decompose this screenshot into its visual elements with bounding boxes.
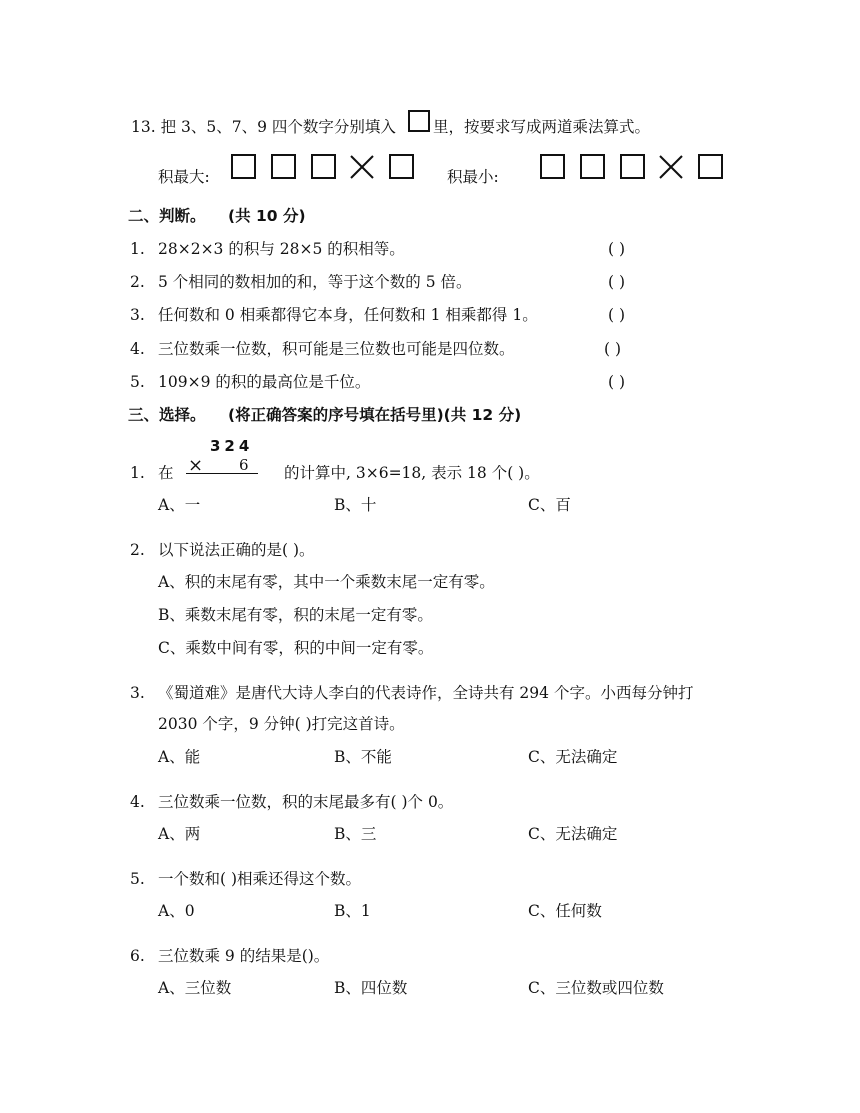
- choice-num-3: 3.: [130, 684, 145, 702]
- max-digit-box-4[interactable]: [389, 154, 414, 179]
- choice-num-4: 4.: [130, 793, 145, 811]
- max-digit-box-1[interactable]: [231, 154, 256, 179]
- choice-q3-option-b[interactable]: B、不能: [334, 748, 392, 766]
- choice-q1-option-b[interactable]: B、十: [334, 496, 377, 514]
- choice-q4-option-b[interactable]: B、三: [334, 825, 377, 843]
- max-product-label: 积最大:: [158, 168, 210, 186]
- judge-text-4: 三位数乘一位数，积可能是三位数也可能是四位数。: [158, 340, 515, 358]
- vertical-operator: ×: [188, 455, 204, 476]
- choice-heading: 三、选择。: [128, 406, 206, 424]
- judge-answer-3[interactable]: ( ): [608, 306, 626, 324]
- multiply-icon: [348, 153, 376, 181]
- judge-text-2: 5 个相同的数相加的和，等于这个数的 5 倍。: [158, 273, 472, 291]
- judge-answer-5[interactable]: ( ): [608, 373, 626, 391]
- vertical-bottom-number: 6: [239, 456, 249, 474]
- q13-suffix: 里，按要求写成两道乘法算式。: [433, 118, 651, 136]
- choice-q6-text: 三位数乘 9 的结果是()。: [158, 947, 330, 965]
- judge-text-1: 28×2×3 的积与 28×5 的积相等。: [158, 240, 405, 258]
- choice-num-6: 6.: [130, 947, 145, 965]
- choice-q6-option-a[interactable]: A、三位数: [158, 979, 232, 997]
- q13-prefix: 13. 把 3、5、7、9 四个数字分别填入: [131, 118, 396, 136]
- choice-q3-option-c[interactable]: C、无法确定: [528, 748, 618, 766]
- judge-num-4: 4.: [130, 340, 145, 358]
- q13-inline-box: [408, 110, 430, 132]
- max-digit-box-2[interactable]: [271, 154, 296, 179]
- choice-q5-option-a[interactable]: A、0: [158, 902, 195, 920]
- judge-num-5: 5.: [130, 373, 145, 391]
- choice-points: (将正确答案的序号填在括号里)(共 12 分): [228, 406, 522, 424]
- min-digit-box-3[interactable]: [620, 154, 645, 179]
- vertical-multiplication: [186, 437, 258, 475]
- choice-num-5: 5.: [130, 870, 145, 888]
- choice-num-2: 2.: [130, 541, 145, 559]
- choice-q4-option-c[interactable]: C、无法确定: [528, 825, 618, 843]
- choice-q2-option-b[interactable]: B、乘数末尾有零，积的末尾一定有零。: [158, 606, 433, 624]
- judge-num-3: 3.: [130, 306, 145, 324]
- judge-text-5: 109×9 的积的最高位是千位。: [158, 373, 371, 391]
- judge-points: (共 10 分): [228, 207, 306, 225]
- choice-q6-option-b[interactable]: B、四位数: [334, 979, 408, 997]
- min-product-label: 积最小:: [447, 168, 499, 186]
- min-digit-box-1[interactable]: [540, 154, 565, 179]
- judge-num-2: 2.: [130, 273, 145, 291]
- choice-num-1: 1.: [130, 464, 145, 482]
- multiply-icon: [657, 153, 685, 181]
- choice-q1-post: 的计算中, 3×6=18, 表示 18 个( )。: [284, 464, 540, 482]
- choice-q5-option-c[interactable]: C、任何数: [528, 902, 602, 920]
- choice-q4-text: 三位数乘一位数，积的末尾最多有( )个 0。: [158, 793, 454, 811]
- choice-q1-pre: 在: [158, 464, 174, 482]
- judge-answer-2[interactable]: ( ): [608, 273, 626, 291]
- choice-q6-option-c[interactable]: C、三位数或四位数: [528, 979, 664, 997]
- judge-answer-1[interactable]: ( ): [608, 240, 626, 258]
- judge-num-1: 1.: [130, 240, 145, 258]
- min-digit-box-2[interactable]: [580, 154, 605, 179]
- min-digit-box-4[interactable]: [698, 154, 723, 179]
- judge-text-3: 任何数和 0 相乘都得它本身，任何数和 1 相乘都得 1。: [158, 306, 538, 324]
- choice-q5-option-b[interactable]: B、1: [334, 902, 371, 920]
- judge-heading: 二、判断。: [128, 207, 206, 225]
- choice-q2-option-c[interactable]: C、乘数中间有零，积的中间一定有零。: [158, 639, 434, 657]
- choice-q5-text: 一个数和( )相乘还得这个数。: [158, 870, 362, 888]
- judge-answer-4[interactable]: ( ): [604, 340, 622, 358]
- choice-q1-option-a[interactable]: A、一: [158, 496, 201, 514]
- vertical-rule: [186, 473, 258, 474]
- choice-q3-line1: 《蜀道难》是唐代大诗人李白的代表诗作，全诗共有 294 个字。小西每分钟打: [158, 684, 694, 702]
- vertical-top-number: 324: [210, 437, 254, 455]
- choice-q1-option-c[interactable]: C、百: [528, 496, 571, 514]
- choice-q2-text: 以下说法正确的是( )。: [158, 541, 315, 559]
- choice-q3-line2: 2030 个字，9 分钟( )打完这首诗。: [158, 715, 405, 733]
- choice-q2-option-a[interactable]: A、积的末尾有零，其中一个乘数末尾一定有零。: [158, 573, 495, 591]
- choice-q4-option-a[interactable]: A、两: [158, 825, 201, 843]
- choice-q3-option-a[interactable]: A、能: [158, 748, 201, 766]
- max-digit-box-3[interactable]: [311, 154, 336, 179]
